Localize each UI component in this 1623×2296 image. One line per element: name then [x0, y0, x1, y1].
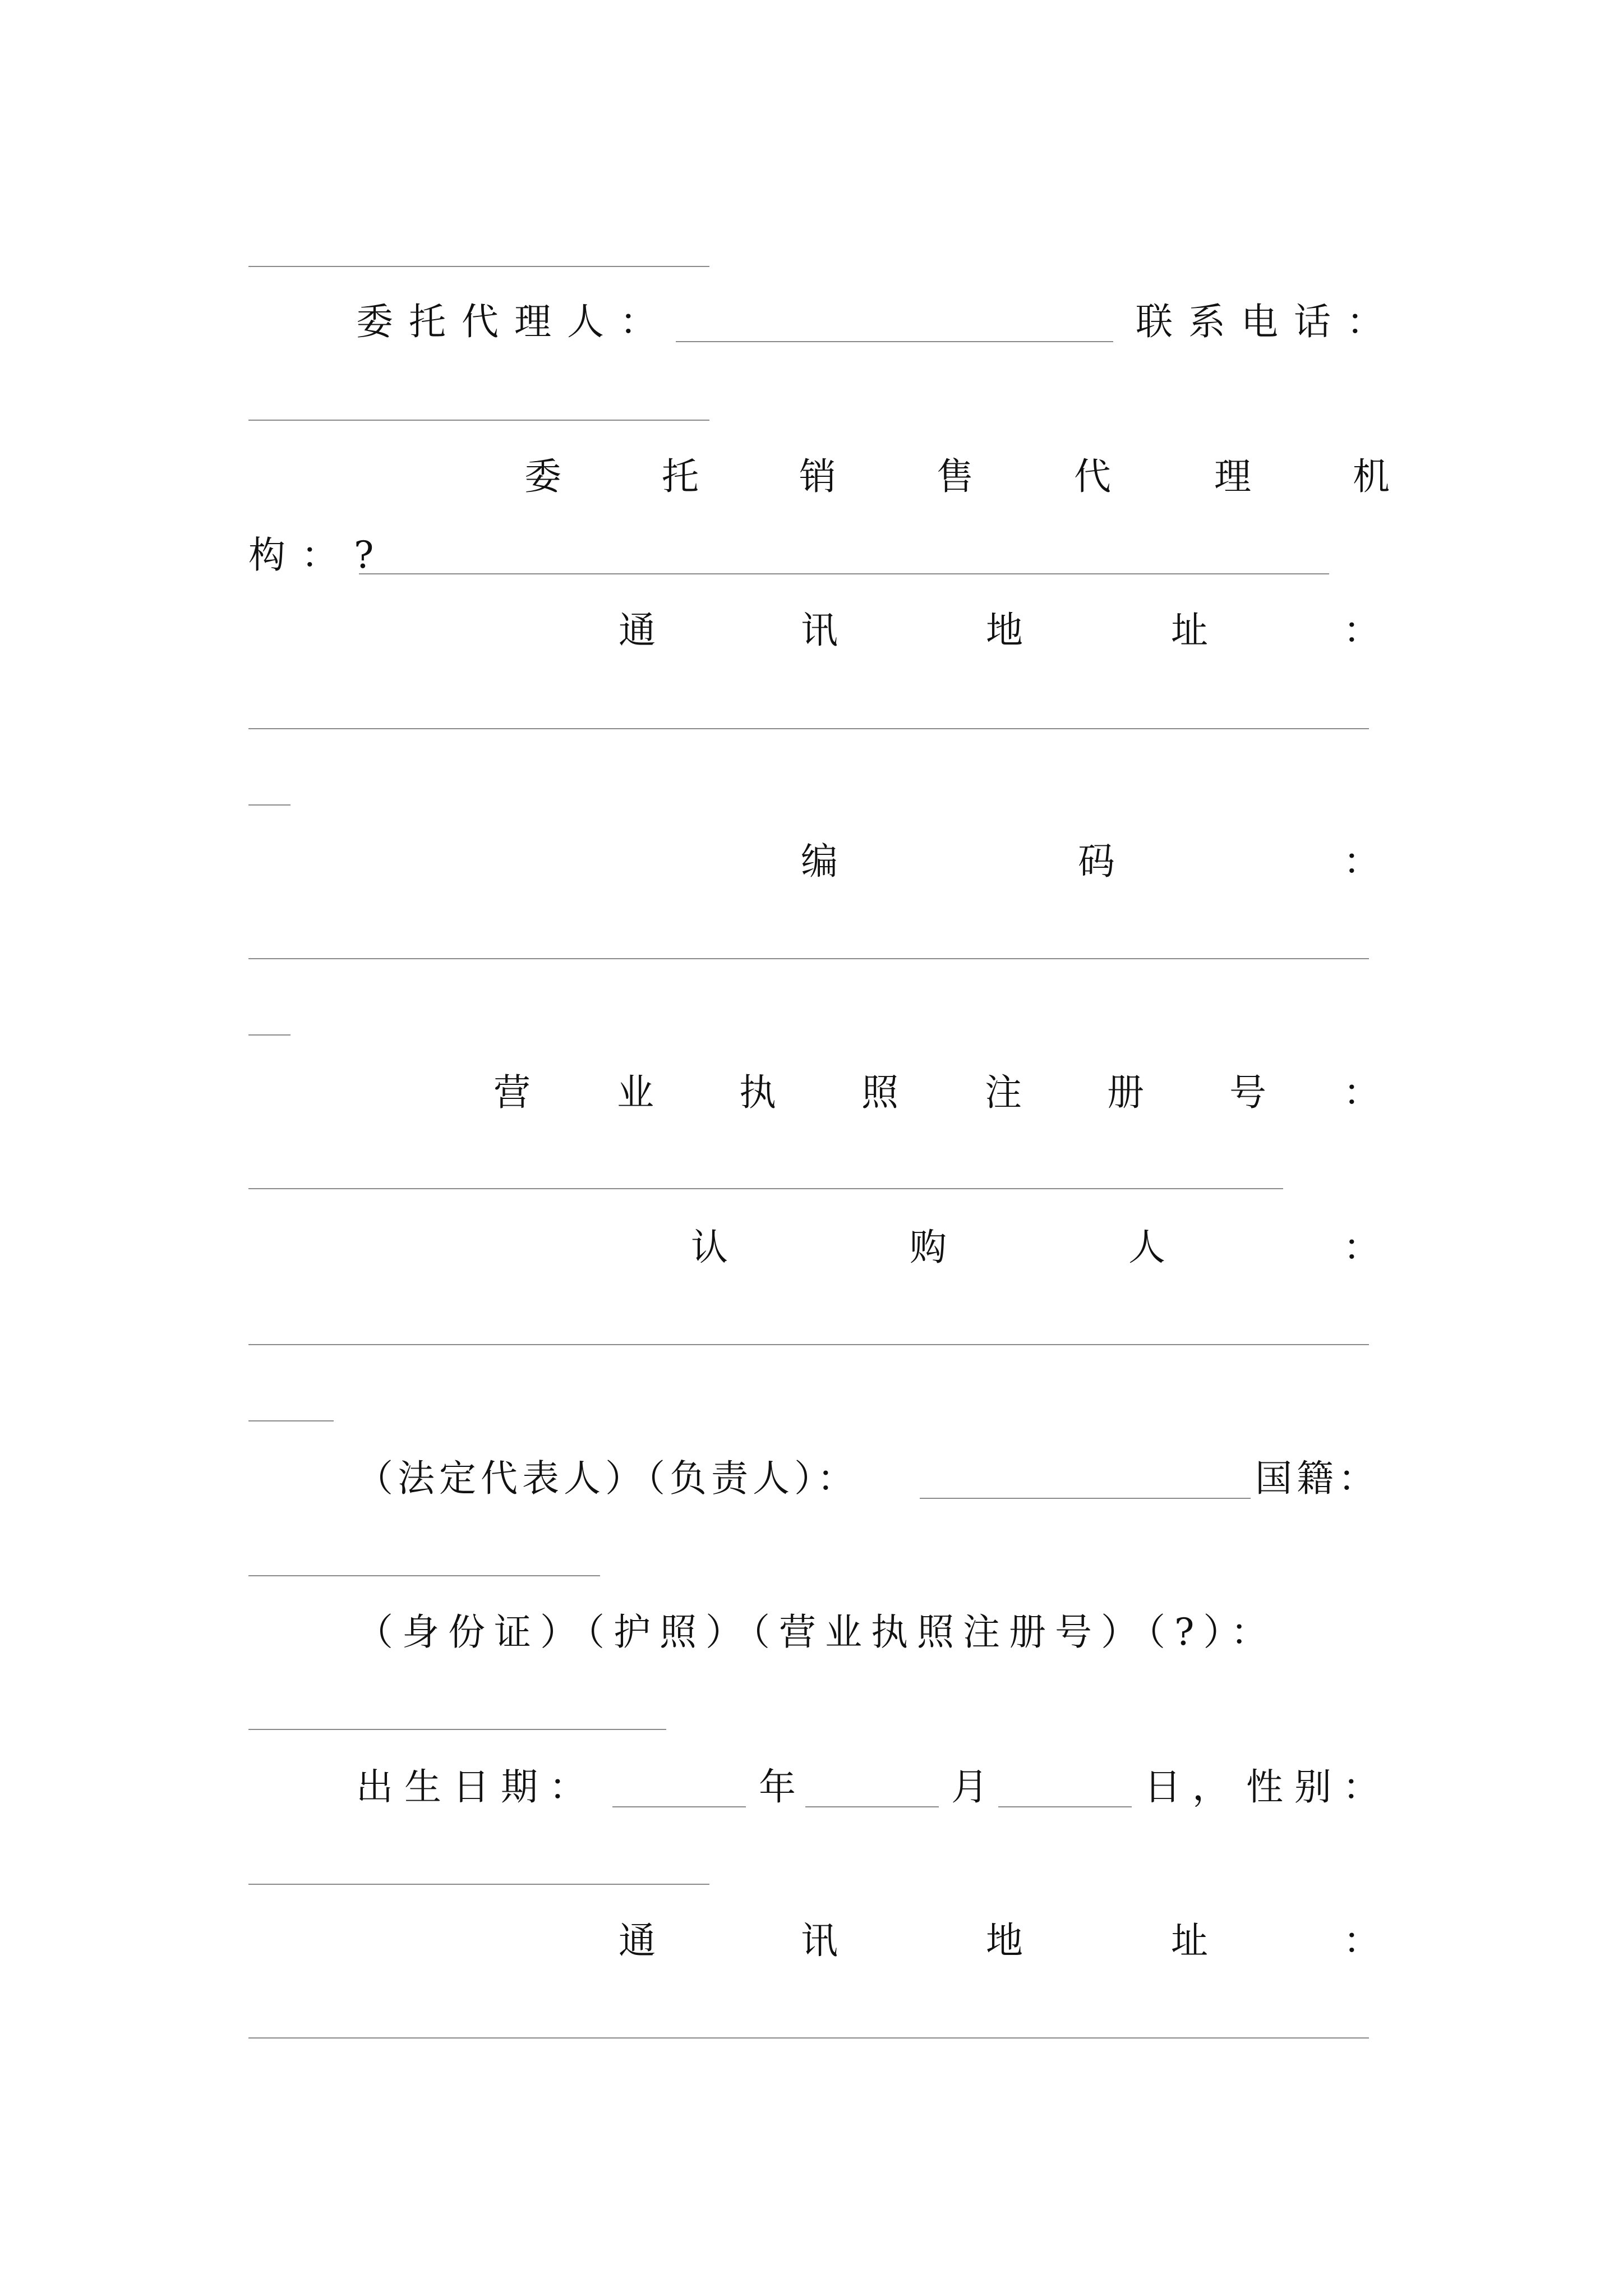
- agency-char: 机: [1353, 455, 1390, 498]
- address-char: 址: [1171, 1919, 1208, 1962]
- agency-char: 代: [1074, 455, 1111, 498]
- license-char: ：: [1343, 1071, 1380, 1114]
- postcode-char: ：: [1343, 840, 1380, 883]
- agency-char: 托: [662, 455, 699, 498]
- license-char: 注: [985, 1071, 1022, 1114]
- address-char: 讯: [801, 1919, 838, 1962]
- address-char: 通: [619, 609, 656, 652]
- agency-field[interactable]: [359, 573, 1329, 574]
- address-char: 讯: [801, 609, 838, 652]
- birth-year-unit: 年: [759, 1765, 796, 1809]
- address-char: 通: [619, 1919, 656, 1962]
- phone-label: 联系电话：: [1136, 300, 1399, 343]
- birth-month-unit: 月: [951, 1765, 988, 1809]
- underline-top: [248, 266, 709, 267]
- nationality-label: 国籍：: [1255, 1457, 1380, 1500]
- license-field[interactable]: [248, 1188, 1283, 1189]
- birth-year-field[interactable]: [612, 1806, 746, 1807]
- buyer-char: ：: [1343, 1226, 1380, 1269]
- agency-char: 理: [1214, 455, 1251, 498]
- birth-day-unit: 日，: [1144, 1765, 1241, 1809]
- postcode-char: 编: [801, 840, 838, 883]
- agent-field[interactable]: [676, 341, 1113, 342]
- address-char: 地: [986, 609, 1023, 652]
- license-char: 业: [617, 1071, 654, 1114]
- agency-label-cont: 构：?: [248, 533, 390, 577]
- birth-label: 出生日期：: [356, 1765, 597, 1809]
- id-field[interactable]: [248, 1729, 666, 1730]
- license-char: 照: [861, 1071, 898, 1114]
- postcode-field[interactable]: [248, 958, 1369, 959]
- representative-field[interactable]: [920, 1498, 1251, 1499]
- address-field-tail: [248, 804, 291, 806]
- agency-char: 委: [524, 455, 561, 498]
- birth-month-field[interactable]: [805, 1806, 939, 1807]
- address-char: 地: [986, 1919, 1023, 1962]
- address-char: 址: [1171, 609, 1208, 652]
- address-field[interactable]: [248, 2037, 1369, 2039]
- buyer-char: 购: [910, 1226, 947, 1269]
- address-field[interactable]: [248, 728, 1369, 729]
- address-char: ：: [1343, 609, 1380, 652]
- id-label: （身份证）（护照）（营业执照注册号）（?）：: [356, 1611, 1277, 1654]
- buyer-field-tail: [248, 1420, 334, 1421]
- representative-label: （法定代表人）（负责人）：: [356, 1457, 859, 1500]
- agent-label: 委托代理人：: [356, 300, 672, 343]
- gender-label: 性别：: [1246, 1765, 1391, 1809]
- gender-field[interactable]: [248, 1884, 709, 1885]
- license-char: 号: [1229, 1071, 1266, 1114]
- postcode-field-tail: [248, 1034, 291, 1036]
- buyer-char: 人: [1128, 1226, 1165, 1269]
- license-char: 执: [739, 1071, 776, 1114]
- buyer-field[interactable]: [248, 1344, 1369, 1345]
- license-char: 营: [494, 1071, 531, 1114]
- nationality-field[interactable]: [248, 1575, 600, 1576]
- buyer-char: 认: [691, 1226, 728, 1269]
- agency-char: 售: [937, 455, 974, 498]
- postcode-char: 码: [1078, 840, 1115, 883]
- birth-day-field[interactable]: [998, 1806, 1132, 1807]
- address-char: ：: [1343, 1919, 1380, 1962]
- phone-field[interactable]: [248, 420, 709, 421]
- agency-char: 销: [799, 455, 836, 498]
- license-char: 册: [1107, 1071, 1144, 1114]
